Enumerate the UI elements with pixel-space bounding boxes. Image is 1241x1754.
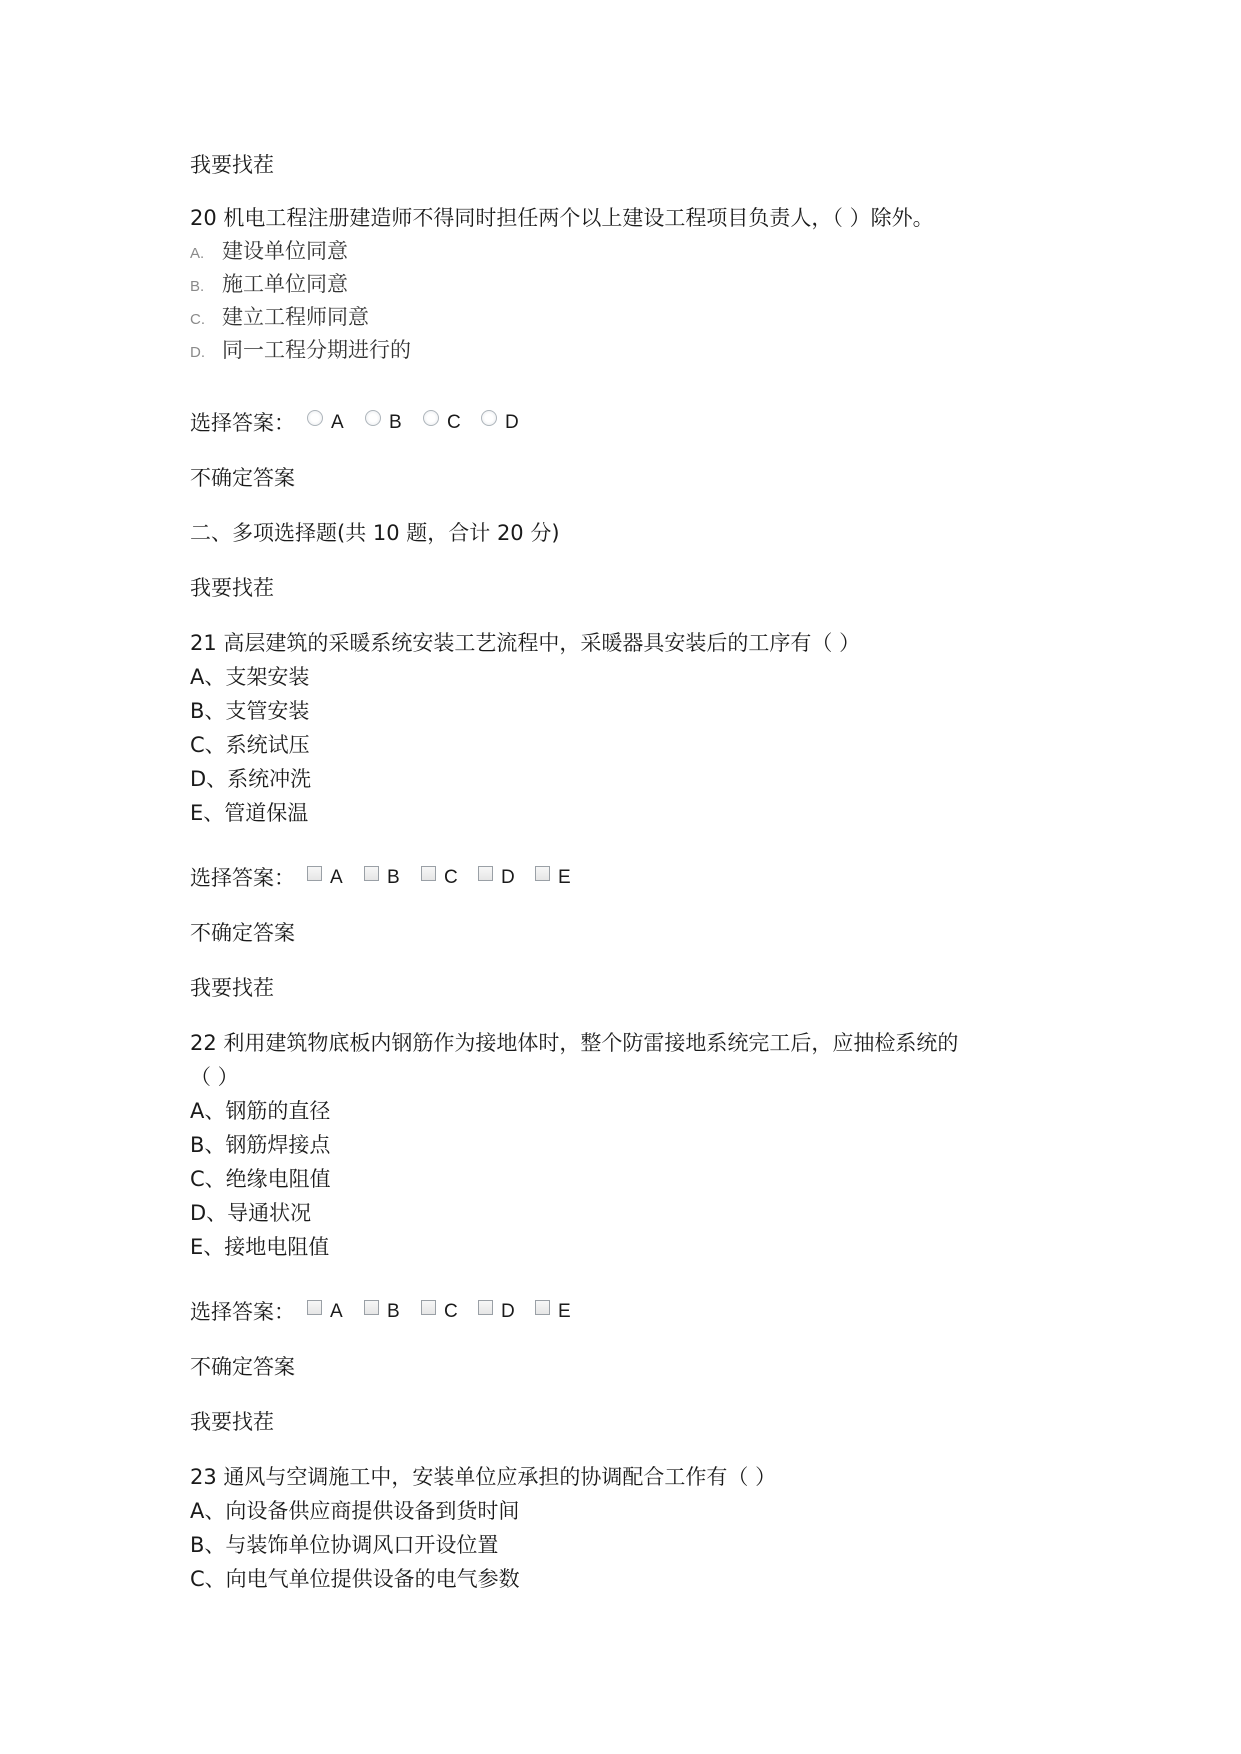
q21-option-d: D、系统冲洗 (190, 767, 312, 791)
choice-label: B (387, 1301, 400, 1322)
checkbox[interactable] (421, 1300, 436, 1315)
q23-option-b: B、与装饰单位协调风口开设位置 (190, 1533, 499, 1557)
question-20-text: 20 机电工程注册建造师不得同时担任两个以上建设工程项目负责人，（ ）除外。 (190, 206, 934, 230)
question-22-text: 22 利用建筑物底板内钢筋作为接地体时，整个防雷接地系统完工后，应抽检系统的 (190, 1031, 959, 1055)
q20-choice-b[interactable] (365, 408, 411, 438)
checkbox[interactable] (421, 866, 436, 881)
checkbox[interactable] (364, 866, 379, 881)
q20-choice-d[interactable] (481, 408, 527, 438)
checkbox[interactable] (535, 1300, 550, 1315)
q20-option-c (190, 303, 369, 335)
radio-button[interactable] (481, 410, 497, 426)
question-23-text: 23 通风与空调施工中，安装单位应承担的协调配合工作有（ ） (190, 1465, 777, 1489)
checkbox[interactable] (535, 866, 550, 881)
q20-answer-row (190, 408, 527, 438)
checkbox[interactable] (478, 866, 493, 881)
q21-option-c: C、系统试压 (190, 733, 310, 757)
option-text: 施工单位同意 (222, 273, 348, 296)
choice-label: E (558, 867, 571, 888)
section-heading: 二、多项选择题(共 10 题，合计 20 分) (190, 521, 560, 545)
q23-option-c: C、向电气单位提供设备的电气参数 (190, 1567, 520, 1591)
choice-label: B (389, 412, 402, 433)
choice-label: C (444, 867, 458, 888)
q21-choice-b[interactable] (364, 863, 409, 893)
choice-label: D (505, 412, 519, 433)
choice-label: A (331, 412, 344, 433)
checkbox[interactable] (478, 1300, 493, 1315)
q21-choice-a[interactable] (307, 863, 352, 893)
q21-option-a: A、支架安装 (190, 665, 310, 689)
choice-label: E (558, 1301, 571, 1322)
q20-option-a (190, 237, 348, 269)
option-text: 同一工程分期进行的 (222, 339, 411, 362)
answer-label: 选择答案： (190, 411, 295, 435)
q22-answer-row (190, 1297, 580, 1327)
q20-choice-a[interactable] (307, 408, 353, 438)
q21-option-b: B、支管安装 (190, 699, 310, 723)
choice-label: C (447, 412, 461, 433)
q20-option-d (190, 336, 411, 368)
choice-label: A (330, 1301, 343, 1322)
q22-choice-d[interactable] (478, 1297, 523, 1327)
q22-option-e: E、接地电阻值 (190, 1235, 330, 1259)
checkbox[interactable] (307, 866, 322, 881)
q21-choice-c[interactable] (421, 863, 466, 893)
answer-label: 选择答案： (190, 866, 295, 890)
option-letter: B. (190, 278, 205, 295)
find-error-link[interactable]: 我要找茬 (190, 976, 274, 1000)
q22-choice-a[interactable] (307, 1297, 352, 1327)
q21-choice-d[interactable] (478, 863, 523, 893)
q21-answer-row (190, 863, 580, 893)
q21-option-e: E、管道保温 (190, 801, 309, 825)
q20-option-b (190, 270, 348, 302)
q23-option-a: A、向设备供应商提供设备到货时间 (190, 1499, 520, 1523)
answer-label: 选择答案： (190, 1300, 295, 1324)
option-letter: D. (190, 344, 205, 361)
question-22-text-cont: （ ） (190, 1065, 239, 1089)
q22-option-c: C、绝缘电阻值 (190, 1167, 331, 1191)
find-error-link[interactable]: 我要找茬 (190, 1410, 274, 1434)
radio-button[interactable] (423, 410, 439, 426)
choice-label: C (444, 1301, 458, 1322)
option-letter: A. (190, 245, 205, 262)
checkbox[interactable] (307, 1300, 322, 1315)
q22-choice-e[interactable] (535, 1297, 580, 1327)
choice-label: D (501, 867, 515, 888)
option-text: 建设单位同意 (222, 240, 348, 263)
q22-choice-c[interactable] (421, 1297, 466, 1327)
choice-label: B (387, 867, 400, 888)
q22-option-d: D、导通状况 (190, 1201, 312, 1225)
uncertain-answer-link[interactable]: 不确定答案 (190, 466, 295, 490)
option-text: 建立工程师同意 (222, 306, 369, 329)
radio-button[interactable] (365, 410, 381, 426)
q22-choice-b[interactable] (364, 1297, 409, 1327)
q20-choice-c[interactable] (423, 408, 469, 438)
q22-option-b: B、钢筋焊接点 (190, 1133, 331, 1157)
choice-label: D (501, 1301, 515, 1322)
find-error-link[interactable]: 我要找茬 (190, 153, 274, 177)
radio-button[interactable] (307, 410, 323, 426)
question-21-text: 21 高层建筑的采暖系统安装工艺流程中，采暖器具安装后的工序有（ ） (190, 631, 861, 655)
choice-label: A (330, 867, 343, 888)
find-error-link[interactable]: 我要找茬 (190, 576, 274, 600)
q22-option-a: A、钢筋的直径 (190, 1099, 331, 1123)
option-letter: C. (190, 311, 205, 328)
uncertain-answer-link[interactable]: 不确定答案 (190, 921, 295, 945)
q21-choice-e[interactable] (535, 863, 580, 893)
uncertain-answer-link[interactable]: 不确定答案 (190, 1355, 295, 1379)
checkbox[interactable] (364, 1300, 379, 1315)
